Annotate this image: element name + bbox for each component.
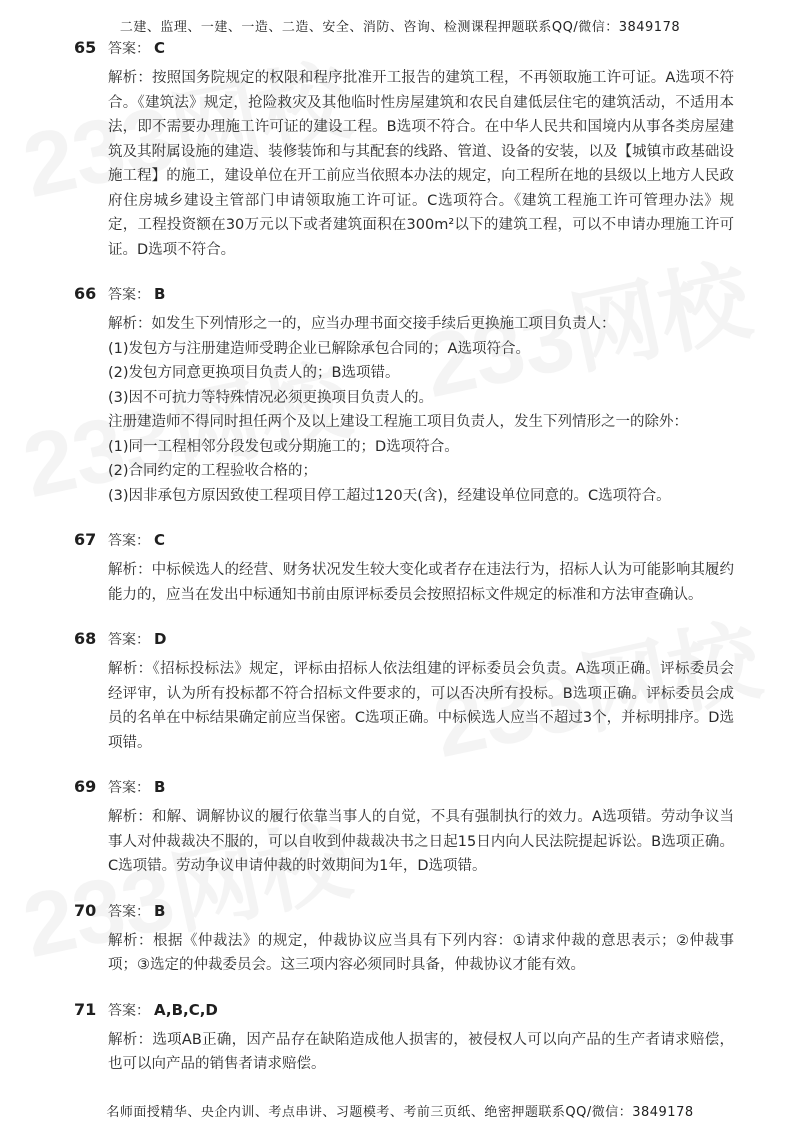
explanation-line: (3)因非承包方原因致使工程项目停工超过120天(含)，经建设单位同意的。C选项符合。: [108, 487, 671, 504]
explanation-line: 解析：和解、调解协议的履行依靠当事人的自觉，不具有强制执行的效力。A选项错。劳动争议当事人对仲裁裁决不服的，可以自收到仲裁裁决书之日起15日内向人民法院提起诉讼。B选项正确。C选项错。劳动争议申请仲裁的时效期间为1年，D选项错。: [108, 809, 734, 874]
question-block: [74, 38, 734, 262]
explanation: [108, 929, 734, 978]
question-header: [74, 901, 734, 923]
explanation-line: 解析：按照国务院规定的权限和程序批准开工报告的建筑工程，不再领取施工许可证。A选项不符合。《建筑法》规定，抢险救灾及其他临时性房屋建筑和农民自建低层住宅的建筑活动，不适用本法，即不需要办理施工许可证的建设工程。B选项不符合。在中华人民共和国境内从事各类房屋建筑及其附属设施的建造、装修装饰和与其配套的线路、管道、设备的安装，以及【城镇市政基础设施工程】的施工，建设单位在开工前应当依照本办法的规定，向工程所在地的县级以上地方人民政府住房城乡建设主管部门申请领取施工许可证。C选项符合。《建筑工程施工许可管理办法》规定，工程投资额在30万元以下或者建筑面积在300m²以下的建筑工程，可以不申请办理施工许可证。D选项不符合。: [108, 70, 734, 258]
explanation-line: (3)因不可抗力等特殊情况必须更换项目负责人的。: [108, 389, 434, 406]
question-number: 65: [74, 38, 97, 57]
answer-label: 答案：: [108, 533, 150, 549]
question-block: [74, 901, 734, 978]
answer-value: B: [154, 285, 166, 303]
explanation-line: 解析：如发生下列情形之一的，应当办理书面交接手续后更换施工项目负责人：: [108, 316, 616, 332]
answer-value: C: [154, 39, 166, 57]
explanation: [108, 558, 734, 607]
question-number: 67: [74, 530, 97, 549]
page-header: 二建、监理、一建、一造、二造、安全、消防、咨询、检测课程押题联系QQ/微信：3849178: [119, 20, 681, 35]
explanation-line: (2)合同约定的工程验收合格的；: [108, 463, 318, 479]
answer-value: B: [154, 901, 166, 920]
answer-label: 答案：: [108, 287, 150, 303]
question-header: [74, 530, 734, 552]
answer-value: C: [154, 531, 166, 549]
explanation-line: (1)发包方与注册建造师受聘企业已解除承包合同的；A选项符合。: [108, 340, 530, 357]
explanation-line: (1)同一工程相邻分段发包或分期施工的；D选项符合。: [108, 438, 459, 455]
explanation-line: 解析：中标候选人的经营、财务状况发生较大变化或者存在违法行为，招标人认为可能影响其履约能力的，应当在发出中标通知书前由原评标委员会按照招标文件规定的标准和方法审查确认。: [108, 562, 734, 603]
question-number: 71: [74, 999, 97, 1019]
question-header: [74, 38, 734, 60]
answer-value: B: [154, 778, 166, 796]
answer-label: 答案：: [108, 632, 150, 648]
answer-value: A,B,C,D: [154, 1000, 218, 1019]
question-header: [74, 284, 734, 306]
question-number: 68: [74, 629, 97, 648]
question-block: [74, 777, 734, 879]
page-footer: 名师面授精华、央企内训、考点串讲、习题模考、考前三页纸、绝密押题联系QQ/微信：3849178: [106, 1105, 694, 1120]
question-number: 66: [74, 284, 97, 303]
question-block: [74, 530, 734, 607]
question-block: [74, 629, 734, 755]
answer-value: D: [154, 630, 167, 648]
answer-label: 答案：: [108, 780, 150, 796]
question-block: [74, 1000, 734, 1077]
explanation-line: (2)发包方同意更换项目负责人的；B选项错。: [108, 365, 400, 381]
question-block: [74, 284, 734, 508]
explanation-line: 解析：选项AB正确，因产品存在缺陷造成他人损害的，被侵权人可以向产品的生产者请求赔偿，也可以向产品的销售者请求赔偿。: [108, 1031, 734, 1072]
explanation-line: 解析：根据《仲裁法》的规定，仲裁协议应当具有下列内容：①请求仲裁的意思表示；②仲裁事项；③选定的仲裁委员会。这三项内容必须同时具备，仲裁协议才能有效。: [108, 932, 734, 973]
question-number: 69: [74, 777, 97, 796]
question-header: [74, 777, 734, 799]
explanation: [108, 1028, 734, 1077]
answer-label: 答案：: [108, 903, 150, 920]
question-header: [74, 629, 734, 651]
explanation-line: 注册建造师不得同时担任两个及以上建设工程施工项目负责人，发生下列情形之一的除外：: [108, 414, 688, 430]
explanation: [108, 312, 734, 508]
answer-list: [74, 38, 734, 1099]
explanation: [108, 657, 734, 755]
answer-label: 答案：: [108, 41, 150, 57]
explanation: [108, 66, 734, 262]
question-header: [74, 1000, 734, 1022]
question-number: 70: [74, 900, 97, 920]
explanation-line: 解析：《招标投标法》规定，评标由招标人依法组建的评标委员会负责。A选项正确。评标委员会经评审，认为所有投标都不符合招标文件要求的，可以否决所有投标。B选项正确。评标委员会成员的名单在中标结果确定前应当保密。C选项正确。中标候选人应当不超过3个，并标明排序。D选项错。: [108, 661, 734, 751]
answer-label: 答案：: [108, 1002, 150, 1019]
explanation: [108, 805, 734, 879]
